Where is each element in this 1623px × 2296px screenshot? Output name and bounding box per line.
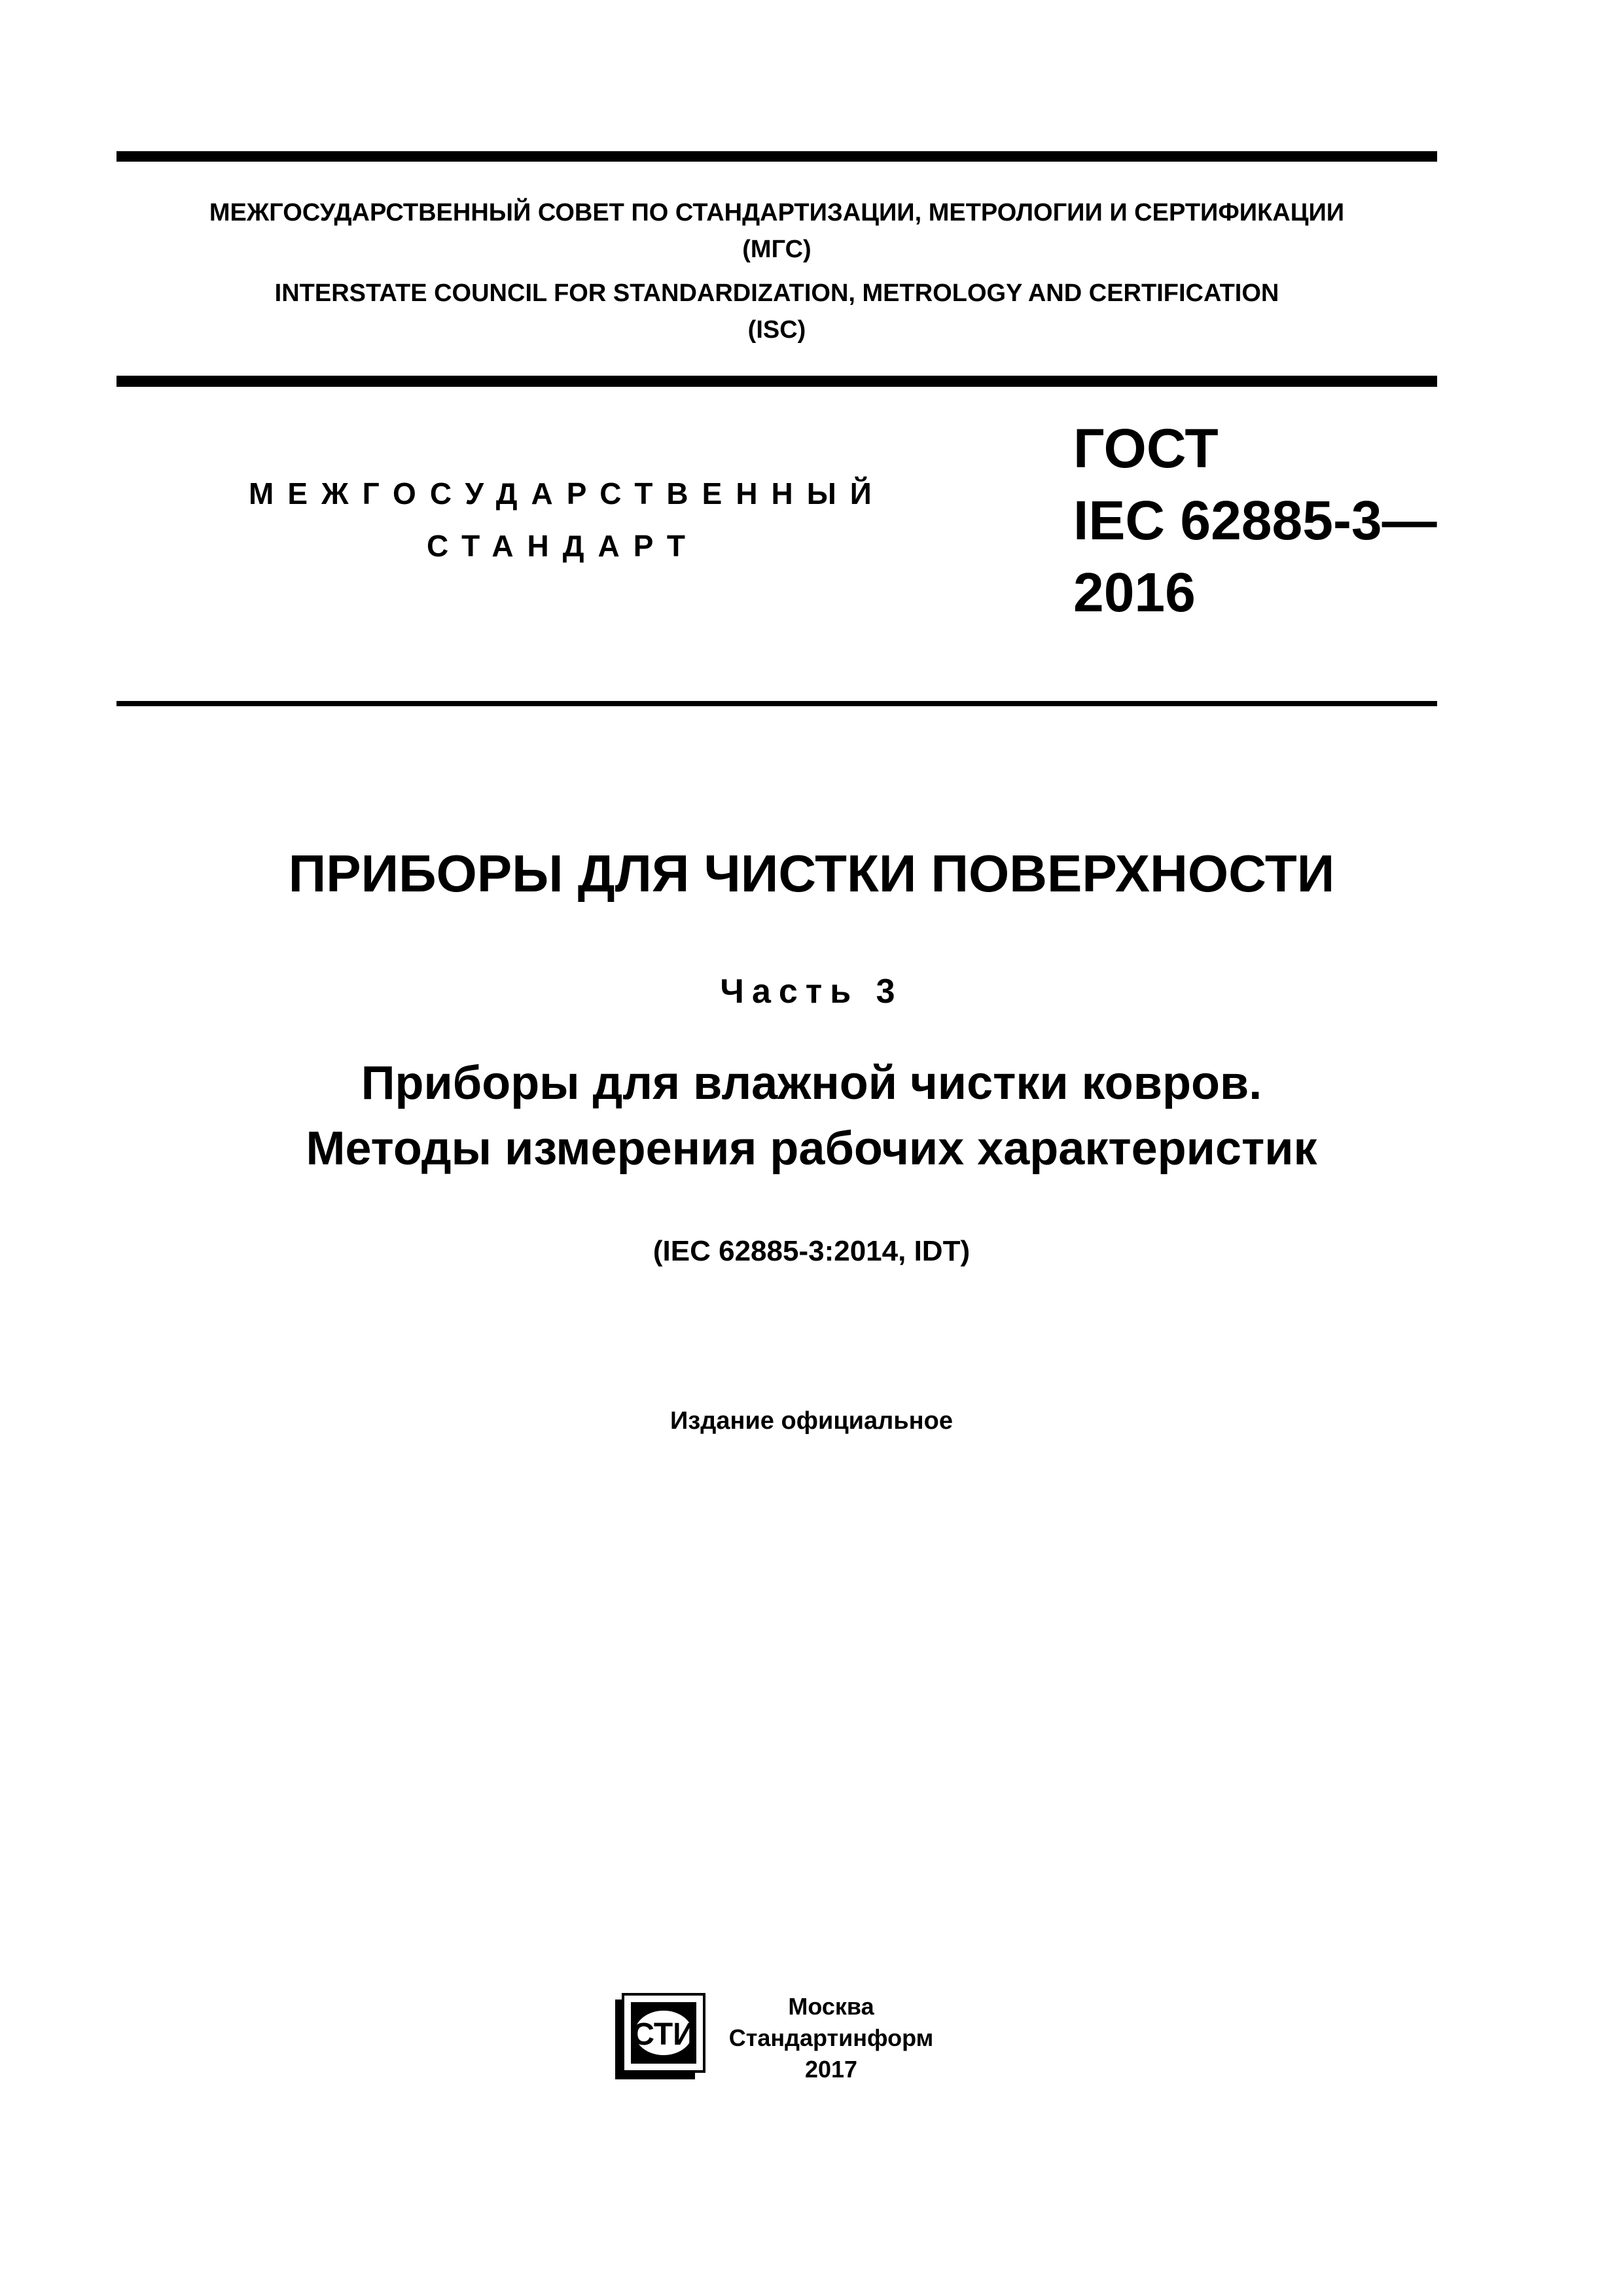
standard-type-label xyxy=(249,467,885,572)
council-name-ru xyxy=(116,194,1437,268)
designation-line3: 2016 xyxy=(1073,562,1196,623)
subtitle-line2: Методы измерения рабочих характеристик xyxy=(306,1122,1317,1175)
publisher-block xyxy=(720,1991,942,2085)
publisher-name: Стандартинформ xyxy=(728,2024,934,2051)
part-number: Часть 3 xyxy=(720,973,903,1011)
standard-type-line1: МЕЖГОСУДАРСТВЕННЫЙ xyxy=(249,476,885,511)
document-subtitle xyxy=(0,1050,1623,1181)
standard-type-line2: СТАНДАРТ xyxy=(427,529,699,563)
thin-rule xyxy=(116,701,1437,706)
svg-text:СТИ: СТИ xyxy=(632,2017,696,2052)
edition-note: Издание официальное xyxy=(670,1407,953,1435)
publication-year: 2017 xyxy=(804,2056,858,2083)
designation-line2: IEC 62885-3— xyxy=(1073,490,1437,551)
council-abbr-ru: (МГС) xyxy=(742,236,812,263)
middle-thick-rule xyxy=(116,376,1437,387)
subtitle-line1: Приборы для влажной чистки ковров. xyxy=(361,1057,1262,1109)
council-name-en-line1: INTERSTATE COUNCIL FOR STANDARDIZATION, METROLOGY AND CERTIFICATION xyxy=(274,279,1279,307)
designation-line1: ГОСТ xyxy=(1073,418,1219,479)
document-title: ПРИБОРЫ ДЛЯ ЧИСТКИ ПОВЕРХНОСТИ xyxy=(288,844,1335,903)
council-name-en xyxy=(116,275,1437,348)
iec-reference: (IEC 62885-3:2014, IDT) xyxy=(652,1235,971,1267)
council-abbr-en: (ISC) xyxy=(747,316,806,344)
standartinform-logo-icon xyxy=(614,1993,705,2081)
publisher-city: Москва xyxy=(788,1993,874,2020)
council-name-ru-line1: МЕЖГОСУДАРСТВЕННЫЙ СОВЕТ ПО СТАНДАРТИЗАЦИИ, МЕТРОЛОГИИ И СЕРТИФИКАЦИИ xyxy=(209,199,1345,226)
standard-designation xyxy=(1073,412,1437,628)
top-thick-rule xyxy=(116,151,1437,162)
